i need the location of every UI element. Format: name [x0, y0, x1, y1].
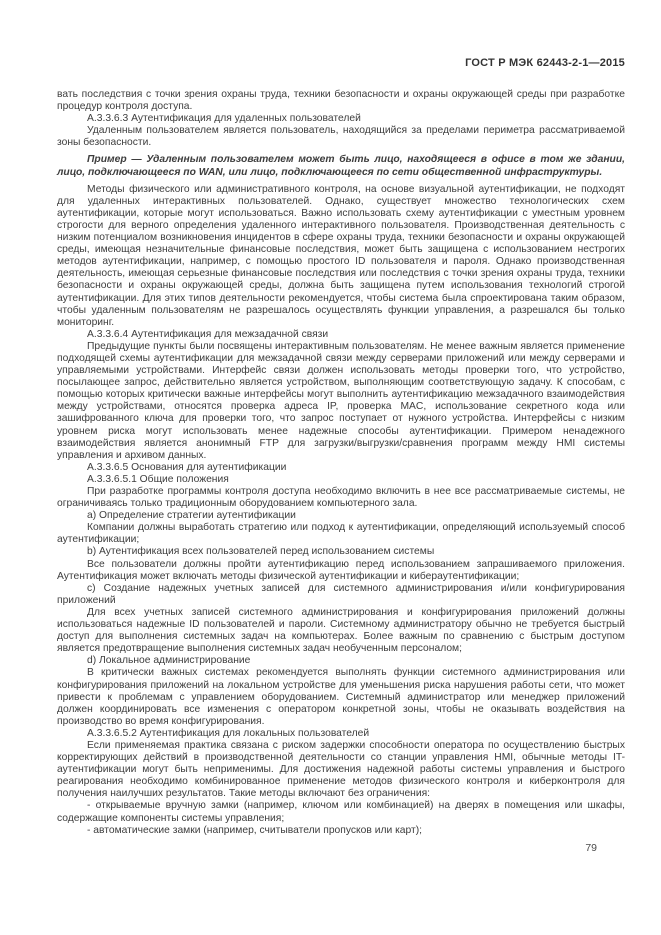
list-item: - автоматические замки (например, считыватели пропусков или карт);	[87, 824, 423, 836]
clause-heading: А.3.3.6.5.1 Общие положения	[87, 473, 229, 485]
paragraph: Предыдущие пункты были посвящены интерактивным пользователям. Не менее важным является применение подходящей схемы аутентификации для межзадачной связи между серверами приложений или между серверами и управляемыми устройствами. Интерфейс связи должен использовать методы проверки того, что устройство, посылающее запрос, действительно является устройством, выполняющим соответствующую задачу. К способам, с помощью которых критически важные интерфейсы могут выполнить аутентификацию межзадачного взаимодействия между устройствами, относятся проверка адреса IP, проверка MAC, использование секретного кода или зашифрованного ключа для проверки того, что запрос поступает от нужного устройства. Интерфейсы с низким уровнем риска могут использовать менее надежные способы аутентификации. Примером ненадежного взаимодействия является анонимный FTP для загрузки/выгрузки/сравнения программ между HMI системы управления и архивом данных.	[57, 340, 625, 461]
example-note: Пример — Удаленным пользователем может быть лицо, находящееся в офисе в том же здании, лицо, подключающееся по WAN, или лицо, подключающееся по сети общественной инфраструктуры.	[57, 154, 625, 178]
paragraph: Удаленным пользователем является пользователь, находящийся за пределами периметра рассматриваемой зоны безопасности.	[57, 125, 625, 149]
clause-heading: А.3.3.6.5 Основания для аутентификации	[87, 461, 287, 473]
list-heading-c: c) Создание надежных учетных записей для системного администрирования и/или конфигурирования приложений	[57, 582, 625, 606]
paragraph: Методы физического или административного контроля, на основе визуальной аутентификации, не подходят для удаленных интерактивных пользователей. Однако, существует множество технологических схем аутентификации, которые могут использоваться. Важно использовать схему аутентификации с уместным уровнем строгости для верного определения удаленного интерактивного пользователя. Производственная деятельность с низким потенциалом возникновения инцидентов в сфере охраны труда, техники безопасности и охраны окружающей среды, имеющая незначительные финансовые последствия, может быть защищена с использованием нестрогих методов аутентификации, например, с помощью простого ID пользователя и пароля. Однако производственная деятельность, имеющая серьезные финансовые последствия или последствия с точки зрения охраны труда, техники безопасности и охраны окружающей среды, должна быть защищена путем использования технологий строгой аутентификации. Для этих типов деятельности рекомендуется, чтобы система была спроектирована таким образом, чтобы удаленным пользователям не разрешалось осуществлять функции управления, а разрешался бы только мониторинг.	[57, 183, 625, 328]
clause-heading: А.3.3.6.3 Аутентификация для удаленных пользователей	[87, 113, 361, 125]
page-content	[57, 89, 625, 837]
standard-designation-header: ГОСТ Р МЭК 62443-2-1—2015	[465, 57, 625, 69]
clause-heading: А.3.3.6.5.2 Аутентификация для локальных пользователей	[87, 727, 370, 739]
list-heading-a: a) Определение стратегии аутентификации	[87, 510, 296, 522]
clause-heading: А.3.3.6.4 Аутентификация для межзадачной связи	[87, 328, 329, 340]
paragraph: Компании должны выработать стратегию или подход к аутентификации, определяющий используемый способ аутентификации;	[57, 522, 625, 546]
paragraph: При разработке программы контроля доступа необходимо включить в нее все рассматриваемые системы, не ограничиваясь только традиционным оборудованием компьютерного зала.	[57, 486, 625, 510]
list-item: - открываемые вручную замки (например, ключом или комбинацией) на дверях в помещения или шкафы, содержащие компоненты системы управления;	[57, 800, 625, 824]
paragraph: Все пользователи должны пройти аутентификацию перед использованием запрашиваемого приложения. Аутентификация может включать методы физической аутентификации и кибераутентификации;	[57, 558, 625, 582]
paragraph: В критически важных системах рекомендуется выполнять функции системного администрирования или конфигурирования приложений на локальном устройстве для уменьшения риска нарушения работы сети, что может привести к проблемам с управлением оборудованием. Системный администратор или менеджер приложений должен координировать все изменения с оператором конкретной зоны, чтобы не оказывать воздействия на производство во время конфигурирования.	[57, 667, 625, 727]
page-number: 79	[585, 842, 597, 854]
paragraph: Для всех учетных записей системного администрирования и конфигурирования приложений должны использоваться надежные ID пользователей и пароли. Системному администратору обычно не требуется быстрый доступ для выполнения системных задач на компьютерах. Более важным по сравнению с быстрым доступом является предотвращение выполнения системных задач необученным персоналом;	[57, 606, 625, 655]
paragraph: Если применяемая практика связана с риском задержки способности оператора по осуществлению быстрых корректирующих действий в производственной деятельности со станции управления HMI, обычные методы IT-аутентификации могут быть неприменимы. Для достижения надежной работы системы управления и быстрого реагирования необходимо комбинированное применение методов физического контроля и киберконтроля для получения наилучших результатов. Такие методы включают без ограничения:	[57, 739, 625, 800]
list-heading-d: d) Локальное администрирование	[87, 655, 251, 667]
list-heading-b: b) Аутентификация всех пользователей перед использованием системы	[87, 546, 435, 558]
paragraph-continuation: вать последствия с точки зрения охраны труда, техники безопасности и охраны окружающей среды при разработке процедур контроля доступа.	[57, 89, 625, 113]
